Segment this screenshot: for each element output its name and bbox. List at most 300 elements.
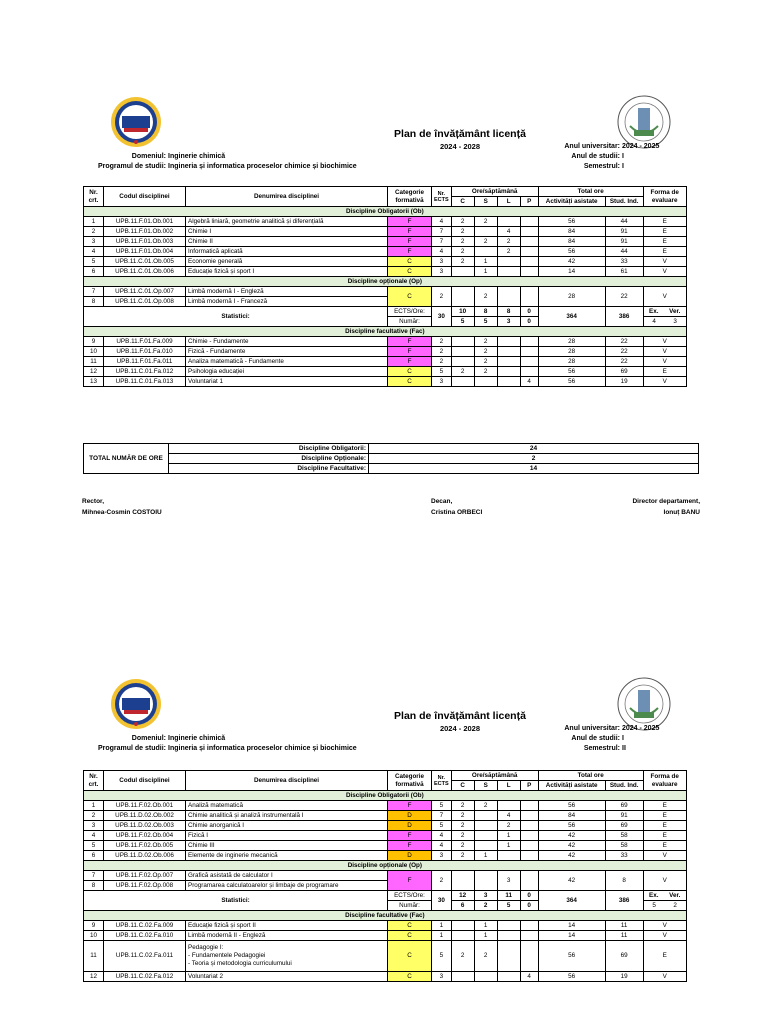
- row-c: 2: [451, 821, 474, 831]
- row-individual: 69: [605, 821, 643, 831]
- row-c: 2: [451, 811, 474, 821]
- row-ects: 4: [432, 831, 452, 841]
- academic-year-value: 2024 - 2025: [622, 725, 660, 732]
- row-l: 3: [497, 871, 520, 891]
- total-hours-label: TOTAL NUMĂR DE ORE: [84, 444, 169, 474]
- row-category: C: [388, 941, 432, 972]
- row-assisted: 84: [538, 227, 605, 237]
- header-p: P: [520, 781, 538, 791]
- row-name: Educație fizică și sport I: [186, 267, 388, 277]
- stats-count-c: 5: [451, 317, 474, 327]
- row-category: C: [388, 972, 432, 982]
- header-individual: Stud. Ind.: [605, 197, 643, 207]
- program-label: Programul de studii:: [97, 745, 166, 752]
- row-p: [520, 841, 538, 851]
- rector-signature: [82, 496, 162, 518]
- row-name: Economie generală: [186, 257, 388, 267]
- row-ects: 5: [432, 367, 452, 377]
- row-c: [451, 921, 474, 931]
- table-row: [84, 347, 687, 357]
- stats-assisted: 364: [538, 307, 605, 327]
- stats-individual: 386: [605, 307, 643, 327]
- section-mandatory: Discipline Obligatorii (Ob): [84, 207, 687, 217]
- row-nr: 7: [84, 871, 104, 881]
- table-row: [84, 811, 687, 821]
- table-row: [84, 972, 687, 982]
- ex-label: Ex.: [649, 307, 659, 315]
- row-name: Educație fizică și sport II: [186, 921, 388, 931]
- row-name: Chimie - Fundamente: [186, 337, 388, 347]
- row-evaluation: E: [643, 217, 686, 227]
- stats-hours-l: 11: [497, 891, 520, 901]
- semester-value: I: [622, 163, 624, 170]
- row-assisted: 14: [538, 931, 605, 941]
- row-code: UPB.11.C.02.Fa.009: [104, 921, 186, 931]
- row-assisted: 14: [538, 921, 605, 931]
- row-category: C: [388, 287, 432, 307]
- row-code: UPB.11.F.02.Op.007: [104, 871, 186, 881]
- domain-label: Domeniul:: [131, 735, 166, 742]
- stats-ects: 30: [432, 307, 452, 327]
- semester-value: II: [622, 745, 626, 752]
- row-p: [520, 357, 538, 367]
- row-c: [451, 972, 474, 982]
- row-name: Grafică asistată de calculator I: [186, 871, 388, 881]
- row-c: [451, 347, 474, 357]
- stats-hours-p: 0: [520, 891, 538, 901]
- row-category: D: [388, 821, 432, 831]
- row-evaluation: V: [643, 337, 686, 347]
- plan-title: Plan de învățământ licență: [394, 710, 526, 722]
- stats-row: [84, 891, 687, 901]
- university-seal-icon: [110, 96, 162, 148]
- row-name: Algebră liniară, geometrie analitică și diferențială: [186, 217, 388, 227]
- header-nr: Nr. crt.: [84, 187, 104, 207]
- row-s: [474, 871, 497, 891]
- row-category: C: [388, 377, 432, 387]
- row-assisted: 14: [538, 267, 605, 277]
- row-s: 1: [474, 267, 497, 277]
- total-optional-label: Discipline Opționale:: [169, 454, 369, 464]
- row-ects: 5: [432, 801, 452, 811]
- director-signature: [600, 496, 700, 518]
- row-code: UPB.11.C.01.Op.008: [104, 297, 186, 307]
- row-name: Programarea calculatoarelor și limbaje de programare: [186, 881, 388, 891]
- row-individual: 58: [605, 841, 643, 851]
- row-assisted: 56: [538, 941, 605, 972]
- plan-years: 2024 - 2028: [439, 724, 481, 733]
- row-l: [497, 921, 520, 931]
- row-ects: 2: [432, 337, 452, 347]
- row-code: UPB.11.D.02.Ob.002: [104, 811, 186, 821]
- header-total-hours: Total ore: [538, 187, 643, 197]
- row-name: Limbă modernă II - Engleză: [186, 931, 388, 941]
- header-c: C: [451, 197, 474, 207]
- row-category: C: [388, 931, 432, 941]
- facultative-rows: [84, 921, 687, 941]
- row-assisted: 28: [538, 347, 605, 357]
- row-s: 1: [474, 931, 497, 941]
- row-l: [497, 267, 520, 277]
- stats-count-p: 0: [520, 317, 538, 327]
- header-hours-week: Ore/săptămână: [451, 187, 538, 197]
- row-evaluation: E: [643, 821, 686, 831]
- academic-year-value: 2024 - 2025: [622, 143, 660, 150]
- row-c: 2: [451, 227, 474, 237]
- row-code: UPB.11.F.02.Ob.001: [104, 801, 186, 811]
- ex-count: 5: [652, 901, 656, 909]
- row-code: UPB.11.F.01.Ob.001: [104, 217, 186, 227]
- row-s: [474, 377, 497, 387]
- table-row: [84, 931, 687, 941]
- row-ects: 3: [432, 267, 452, 277]
- row-l: [497, 337, 520, 347]
- row-c: 2: [451, 941, 474, 972]
- stats-count-s: 5: [474, 317, 497, 327]
- row-category: F: [388, 347, 432, 357]
- row-assisted: 56: [538, 801, 605, 811]
- row-s: 2: [474, 357, 497, 367]
- total-optional-value: 2: [369, 454, 699, 464]
- row-ects: 2: [432, 347, 452, 357]
- row-assisted: 56: [538, 821, 605, 831]
- header-nr: Nr. crt.: [84, 771, 104, 791]
- row-individual: 91: [605, 227, 643, 237]
- row-assisted: 56: [538, 217, 605, 227]
- domain-label: Domeniul:: [131, 153, 166, 160]
- academic-year-label: Anul universitar:: [564, 725, 620, 732]
- row-assisted: 42: [538, 841, 605, 851]
- table-row: [84, 921, 687, 931]
- row-individual: 8: [605, 871, 643, 891]
- row-nr: 13: [84, 377, 104, 387]
- header-s: S: [474, 781, 497, 791]
- row-l: [497, 347, 520, 357]
- header-name: Denumirea disciplinei: [186, 771, 388, 791]
- row-individual: 69: [605, 801, 643, 811]
- table-row: [84, 357, 687, 367]
- row-code: UPB.11.C.01.Ob.005: [104, 257, 186, 267]
- row-p: [520, 931, 538, 941]
- table-row: [84, 841, 687, 851]
- row-code: UPB.11.C.02.Fa.012: [104, 972, 186, 982]
- row-category: F: [388, 841, 432, 851]
- row-name-line: - Teoria și metodologia curriculumului: [188, 960, 292, 967]
- header-category: Categorie formativă: [388, 771, 432, 791]
- section-optional: Discipline opționale (Op): [84, 861, 687, 871]
- stats-count-c: 6: [451, 901, 474, 911]
- row-c: 2: [451, 367, 474, 377]
- section-facultative: Discipline facultative (Fac): [84, 327, 687, 337]
- row-s: 2: [474, 217, 497, 227]
- row-c: 2: [451, 237, 474, 247]
- row-nr: 8: [84, 297, 104, 307]
- total-facultative-label: Discipline Facultative:: [169, 464, 369, 474]
- table-row: [84, 217, 687, 227]
- table-row: [84, 247, 687, 257]
- row-nr: 5: [84, 257, 104, 267]
- row-c: [451, 337, 474, 347]
- row-p: [520, 367, 538, 377]
- stats-label: Statistici:: [84, 307, 388, 327]
- stats-hours-p: 0: [520, 307, 538, 317]
- row-name: Analiza matematică - Fundamente: [186, 357, 388, 367]
- row-evaluation: V: [643, 347, 686, 357]
- program-info: [80, 734, 357, 754]
- plan-title: Plan de învățământ licență: [394, 128, 526, 140]
- row-c: 2: [451, 257, 474, 267]
- row-nr: 7: [84, 287, 104, 297]
- row-code: UPB.11.C.01.Fa.012: [104, 367, 186, 377]
- row-nr: 12: [84, 972, 104, 982]
- row-s: 2: [474, 941, 497, 972]
- row-assisted: 42: [538, 851, 605, 861]
- row-code: UPB.11.F.01.Fa.011: [104, 357, 186, 367]
- row-code: UPB.11.F.02.Op.008: [104, 881, 186, 891]
- row-p: [520, 921, 538, 931]
- row-evaluation: V: [643, 921, 686, 931]
- row-evaluation: E: [643, 367, 686, 377]
- row-evaluation: V: [643, 972, 686, 982]
- header-l: L: [497, 781, 520, 791]
- row-name: Informatică aplicată: [186, 247, 388, 257]
- row-category: F: [388, 217, 432, 227]
- row-c: 2: [451, 217, 474, 227]
- header-name: Denumirea disciplinei: [186, 187, 388, 207]
- row-ects: 7: [432, 227, 452, 237]
- row-nr: 9: [84, 921, 104, 931]
- row-code: UPB.11.C.01.Ob.006: [104, 267, 186, 277]
- row-l: 1: [497, 841, 520, 851]
- header-evaluation: Forma de evaluare: [643, 771, 686, 791]
- row-c: 2: [451, 831, 474, 841]
- row-p: [520, 851, 538, 861]
- total-facultative-value: 14: [369, 464, 699, 474]
- table-row: [84, 821, 687, 831]
- row-evaluation: E: [643, 841, 686, 851]
- stats-assisted: 364: [538, 891, 605, 911]
- row-category: F: [388, 357, 432, 367]
- row-name: Chimie II: [186, 237, 388, 247]
- row-individual: 44: [605, 247, 643, 257]
- dean-name: Cristina ORBECI: [431, 509, 483, 516]
- row-c: 2: [451, 841, 474, 851]
- row-evaluation: E: [643, 831, 686, 841]
- row-p: [520, 267, 538, 277]
- row-s: 1: [474, 921, 497, 931]
- stats-count-l: 3: [497, 317, 520, 327]
- row-assisted: 56: [538, 367, 605, 377]
- row-individual: 58: [605, 831, 643, 841]
- row-individual: 91: [605, 811, 643, 821]
- semester-label: Semestrul:: [583, 745, 620, 752]
- row-p: [520, 347, 538, 357]
- row-name: Analiză matematică: [186, 801, 388, 811]
- row-l: [497, 357, 520, 367]
- row-s: 2: [474, 347, 497, 357]
- ver-label: Ver.: [669, 891, 681, 899]
- table-row: [84, 801, 687, 811]
- row-p: [520, 801, 538, 811]
- header-l: L: [497, 197, 520, 207]
- total-mandatory-label: Discipline Obligatorii:: [169, 444, 369, 454]
- header-ects: Nr. ECTS: [432, 187, 452, 207]
- header-s: S: [474, 197, 497, 207]
- row-s: [474, 831, 497, 841]
- stats-hours-c: 12: [451, 891, 474, 901]
- stats-hours-c: 10: [451, 307, 474, 317]
- row-individual: 33: [605, 257, 643, 267]
- table-row: [84, 377, 687, 387]
- row-individual: 22: [605, 287, 643, 307]
- row-code: UPB.11.F.01.Ob.004: [104, 247, 186, 257]
- row-name: [186, 941, 388, 972]
- row-nr: 6: [84, 851, 104, 861]
- row-nr: 8: [84, 881, 104, 891]
- row-ects: 3: [432, 851, 452, 861]
- row-c: [451, 357, 474, 367]
- row-s: 2: [474, 801, 497, 811]
- row-category: F: [388, 237, 432, 247]
- row-c: [451, 871, 474, 891]
- header-total-hours: Total ore: [538, 771, 643, 781]
- row-p: 4: [520, 972, 538, 982]
- mandatory-rows: [84, 217, 687, 277]
- row-evaluation: E: [643, 941, 686, 972]
- row-individual: 19: [605, 972, 643, 982]
- director-title: Director departament,: [632, 498, 700, 505]
- row-p: [520, 237, 538, 247]
- row-individual: 61: [605, 267, 643, 277]
- row-name: Fizică I: [186, 831, 388, 841]
- row-l: 2: [497, 247, 520, 257]
- row-individual: 22: [605, 347, 643, 357]
- plan-years: 2024 - 2028: [439, 142, 481, 151]
- row-evaluation: V: [643, 931, 686, 941]
- row-l: 1: [497, 831, 520, 841]
- row-category: C: [388, 921, 432, 931]
- row-individual: 69: [605, 367, 643, 377]
- row-nr: 5: [84, 841, 104, 851]
- row-assisted: 42: [538, 831, 605, 841]
- table-row: [84, 337, 687, 347]
- table-row: [84, 871, 687, 881]
- row-name: Chimie analitică și analiză instrumentală I: [186, 811, 388, 821]
- domain-value: Inginerie chimică: [168, 153, 226, 160]
- study-year-value: I: [622, 735, 624, 742]
- row-nr: 10: [84, 931, 104, 941]
- row-category: F: [388, 227, 432, 237]
- row-l: 2: [497, 237, 520, 247]
- row-assisted: 56: [538, 972, 605, 982]
- row-assisted: 56: [538, 377, 605, 387]
- header-hours-week: Ore/săptămână: [451, 771, 538, 781]
- row-name-line: Pedagogie I:: [188, 944, 224, 951]
- row-ects: 2: [432, 287, 452, 307]
- row-nr: 11: [84, 357, 104, 367]
- row-l: [497, 217, 520, 227]
- stats-hours-s: 8: [474, 307, 497, 317]
- header-category: Categorie formativă: [388, 187, 432, 207]
- stats-row: [84, 307, 687, 317]
- mandatory-rows: [84, 801, 687, 861]
- domain-value: Inginerie chimică: [168, 735, 226, 742]
- table-row: [84, 831, 687, 841]
- row-p: [520, 257, 538, 267]
- row-code: UPB.11.F.02.Ob.004: [104, 831, 186, 841]
- row-l: [497, 367, 520, 377]
- row-assisted: 42: [538, 257, 605, 267]
- row-name: Chimie III: [186, 841, 388, 851]
- row-evaluation: V: [643, 357, 686, 367]
- program-value: Ingineria și informatica proceselor chimice și biochimice: [168, 163, 357, 170]
- row-category: C: [388, 367, 432, 377]
- semester-label: Semestrul:: [583, 163, 620, 170]
- ex-count: 4: [652, 317, 656, 325]
- table-row: [84, 227, 687, 237]
- row-assisted: 56: [538, 247, 605, 257]
- row-evaluation: V: [643, 287, 686, 307]
- row-code: UPB.11.F.01.Ob.002: [104, 227, 186, 237]
- row-l: [497, 851, 520, 861]
- ex-label: Ex.: [649, 891, 659, 899]
- row-assisted: 28: [538, 287, 605, 307]
- row-l: 4: [497, 227, 520, 237]
- row-s: 2: [474, 367, 497, 377]
- ver-label: Ver.: [669, 307, 681, 315]
- row-code: UPB.11.C.02.Fa.010: [104, 931, 186, 941]
- row-code: UPB.11.D.02.Ob.003: [104, 821, 186, 831]
- header-code: Codul disciplinei: [104, 187, 186, 207]
- row-p: [520, 831, 538, 841]
- header-assisted: Activități asistate: [538, 197, 605, 207]
- row-individual: 11: [605, 921, 643, 931]
- row-s: 1: [474, 851, 497, 861]
- row-assisted: 84: [538, 237, 605, 247]
- table-row: [84, 941, 687, 972]
- row-nr: 3: [84, 237, 104, 247]
- rector-name: Mihnea-Cosmin COSTOIU: [82, 509, 162, 516]
- stats-count-label: Număr:: [388, 317, 432, 327]
- row-category: F: [388, 801, 432, 811]
- row-p: [520, 247, 538, 257]
- stats-count-s: 2: [474, 901, 497, 911]
- row-ects: 1: [432, 921, 452, 931]
- row-ects: 2: [432, 871, 452, 891]
- row-s: [474, 821, 497, 831]
- ver-count: 3: [673, 317, 677, 325]
- stats-ects-label: ECTS/Ore:: [388, 891, 432, 901]
- header-evaluation: Forma de evaluare: [643, 187, 686, 207]
- director-name: Ionuț BANU: [663, 509, 700, 516]
- row-p: [520, 287, 538, 307]
- row-code: UPB.11.F.01.Ob.003: [104, 237, 186, 247]
- row-ects: 5: [432, 821, 452, 831]
- row-l: [497, 377, 520, 387]
- row-s: [474, 227, 497, 237]
- row-evaluation: V: [643, 851, 686, 861]
- row-name: Limbă modernă I - Franceză: [186, 297, 388, 307]
- row-c: 2: [451, 851, 474, 861]
- row-name: Chimie anorganică I: [186, 821, 388, 831]
- row-nr: 1: [84, 217, 104, 227]
- row-code: UPB.11.F.01.Fa.010: [104, 347, 186, 357]
- row-name: Psihologia educației: [186, 367, 388, 377]
- table-row: [84, 851, 687, 861]
- row-s: [474, 811, 497, 821]
- stats-count-p: 0: [520, 901, 538, 911]
- dean-signature: [431, 496, 482, 518]
